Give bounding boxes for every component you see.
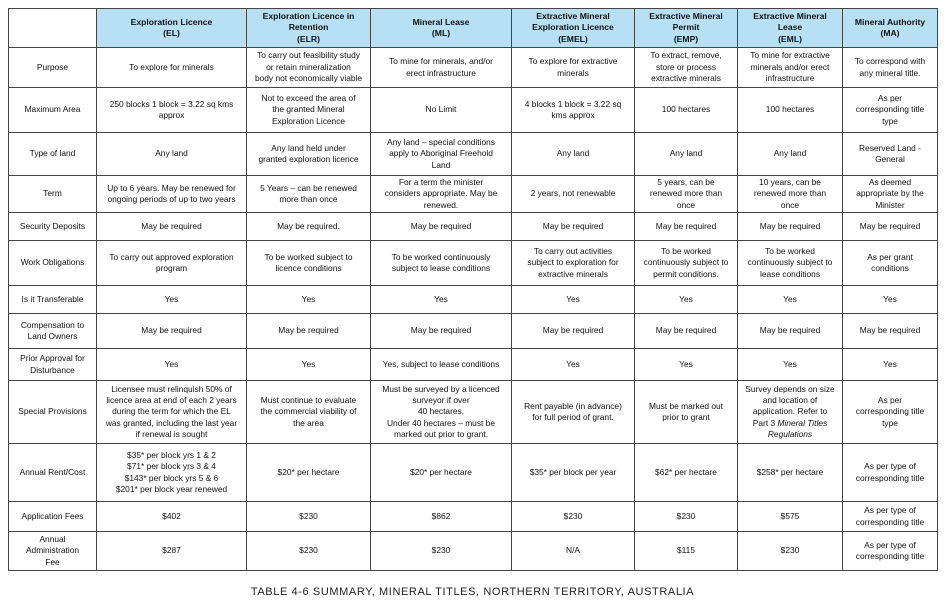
cell-term-ma: As deemed appropriate by the Minister [843, 176, 938, 213]
cell-appfee-emel: $230 [512, 502, 635, 532]
cell-work-eml: To be worked continuously subject to lease conditions [738, 241, 843, 286]
cell-work-ma: As per grant conditions [843, 241, 938, 286]
row-label-purpose: Purpose [9, 48, 97, 88]
cell-transfer-ma: Yes [843, 286, 938, 314]
row-label-transferable: Is it Transferable [9, 286, 97, 314]
row-label-special-provisions: Special Provisions [9, 381, 97, 444]
cell-purpose-ml: To mine for minerals, and/or erect infrastructure [371, 48, 512, 88]
cell-term-eml: 10 years, can be renewed more than once [738, 176, 843, 213]
cell-approval-eml: Yes [738, 349, 843, 381]
cell-rent-el: $35* per block yrs 1 & 2 $71* per block yrs 3 & 4 $143* per block yrs 5 & 6 $201* per block year renewed [97, 444, 247, 502]
cell-security-eml: May be required [738, 213, 843, 241]
cell-term-el: Up to 6 years. May be renewed for ongoing periods of up to two years [97, 176, 247, 213]
header-emel: Extractive Mineral Exploration Licence (EMEL) [512, 9, 635, 48]
cell-land-ma: Reserved Land - General [843, 133, 938, 176]
cell-area-ml: No Limit [371, 88, 512, 133]
cell-land-emel: Any land [512, 133, 635, 176]
table-row-term [9, 176, 938, 213]
cell-land-el: Any land [97, 133, 247, 176]
table-row-special-provisions [9, 381, 938, 444]
table-row-work-obligations [9, 241, 938, 286]
header-emp: Extractive Mineral Permit (EMP) [635, 9, 738, 48]
table-row-type-of-land [9, 133, 938, 176]
cell-approval-emp: Yes [635, 349, 738, 381]
cell-area-eml: 100 hectares [738, 88, 843, 133]
header-ma: Mineral Authority (MA) [843, 9, 938, 48]
cell-term-emp: 5 years, can be renewed more than once [635, 176, 738, 213]
row-label-security-deposits: Security Deposits [9, 213, 97, 241]
cell-approval-elr: Yes [247, 349, 371, 381]
cell-rent-elr: $20* per hectare [247, 444, 371, 502]
row-label-annual-rent: Annual Rent/Cost [9, 444, 97, 502]
table-row-compensation [9, 314, 938, 349]
row-label-prior-approval: Prior Approval for Disturbance [9, 349, 97, 381]
cell-area-el: 250 blocks 1 block = 3.22 sq kms approx [97, 88, 247, 133]
header-eml: Extractive Mineral Lease (EML) [738, 9, 843, 48]
row-label-work-obligations: Work Obligations [9, 241, 97, 286]
cell-security-ml: May be required [371, 213, 512, 241]
table-row-security-deposits [9, 213, 938, 241]
cell-adminfee-ml: $230 [371, 532, 512, 571]
cell-rent-ma: As per type of corresponding title [843, 444, 938, 502]
cell-special-ml: Must be surveyed by a licenced surveyor if over 40 hectares. Under 40 hectares – must be marked out prior to grant. [371, 381, 512, 444]
cell-term-emel: 2 years, not renewable [512, 176, 635, 213]
cell-rent-emp: $62* per hectare [635, 444, 738, 502]
mineral-titles-table [8, 8, 938, 571]
cell-security-emel: May be required [512, 213, 635, 241]
header-ml: Mineral Lease (ML) [371, 9, 512, 48]
cell-approval-emel: Yes [512, 349, 635, 381]
cell-security-elr: May be required. [247, 213, 371, 241]
cell-purpose-el: To explore for minerals [97, 48, 247, 88]
cell-purpose-ma: To correspond with any mineral title. [843, 48, 938, 88]
table-row-transferable [9, 286, 938, 314]
cell-area-emp: 100 hectares [635, 88, 738, 133]
cell-security-el: May be required [97, 213, 247, 241]
table-row-purpose [9, 48, 938, 88]
table-caption: TABLE 4-6 SUMMARY, MINERAL TITLES, NORTHERN TERRITORY, AUSTRALIA [250, 586, 695, 598]
cell-land-emp: Any land [635, 133, 738, 176]
cell-special-el: Licensee must relinquish 50% of licence area at end of each 2 years during the term for which the EL was granted, including the last year if renewal is sought [97, 381, 247, 444]
cell-approval-ml: Yes, subject to lease conditions [371, 349, 512, 381]
cell-adminfee-eml: $230 [738, 532, 843, 571]
table-row-annual-rent [9, 444, 938, 502]
cell-term-ml: For a term the minister considers appropriate. May be renewed. [371, 176, 512, 213]
cell-special-emel: Rent payable (in advance) for full period of grant. [512, 381, 635, 444]
cell-appfee-el: $402 [97, 502, 247, 532]
cell-comp-elr: May be required [247, 314, 371, 349]
cell-comp-emp: May be required [635, 314, 738, 349]
row-label-compensation: Compensation to Land Owners [9, 314, 97, 349]
cell-adminfee-el: $287 [97, 532, 247, 571]
cell-rent-emel: $35* per block per year [512, 444, 635, 502]
row-label-admin-fee: Annual Administration Fee [9, 532, 97, 571]
cell-approval-ma: Yes [843, 349, 938, 381]
table-row-maximum-area [9, 88, 938, 133]
cell-appfee-ml: $862 [371, 502, 512, 532]
cell-work-elr: To be worked subject to licence conditions [247, 241, 371, 286]
cell-adminfee-elr: $230 [247, 532, 371, 571]
cell-security-ma: May be required [843, 213, 938, 241]
cell-purpose-emp: To extract, remove, store or process extractive minerals [635, 48, 738, 88]
cell-comp-ml: May be required [371, 314, 512, 349]
cell-comp-ma: May be required [843, 314, 938, 349]
row-label-maximum-area: Maximum Area [9, 88, 97, 133]
cell-appfee-ma: As per type of corresponding title [843, 502, 938, 532]
cell-comp-eml: May be required [738, 314, 843, 349]
cell-work-emel: To carry out activities subject to exploration for extractive minerals [512, 241, 635, 286]
cell-purpose-eml: To mine for extractive minerals and/or erect infrastructure [738, 48, 843, 88]
cell-adminfee-emel: N/A [512, 532, 635, 571]
cell-rent-eml: $258* per hectare [738, 444, 843, 502]
row-label-application-fees: Application Fees [9, 502, 97, 532]
cell-area-elr: Not to exceed the area of the granted Mineral Exploration Licence [247, 88, 371, 133]
cell-transfer-eml: Yes [738, 286, 843, 314]
table-row-prior-approval [9, 349, 938, 381]
cell-special-ma: As per corresponding title type [843, 381, 938, 444]
cell-purpose-emel: To explore for extractive minerals [512, 48, 635, 88]
cell-appfee-elr: $230 [247, 502, 371, 532]
table-row-application-fees [9, 502, 938, 532]
cell-work-emp: To be worked continuously subject to permit conditions. [635, 241, 738, 286]
cell-work-ml: To be worked continuously subject to lease conditions [371, 241, 512, 286]
cell-special-eml: Survey depends on size and location of application. Refer to Part 3 Mineral Titles Regulations [738, 381, 843, 444]
cell-area-emel: 4 blocks 1 block = 3.22 sq kms approx [512, 88, 635, 133]
cell-security-emp: May be required [635, 213, 738, 241]
cell-land-ml: Any land – special conditions apply to Aboriginal Freehold Land [371, 133, 512, 176]
cell-approval-el: Yes [97, 349, 247, 381]
cell-transfer-el: Yes [97, 286, 247, 314]
cell-land-eml: Any land [738, 133, 843, 176]
header-el: Exploration Licence (EL) [97, 9, 247, 48]
table-row-admin-fee [9, 532, 938, 571]
cell-appfee-eml: $575 [738, 502, 843, 532]
cell-area-ma: As per corresponding title type [843, 88, 938, 133]
cell-special-elr: Must continue to evaluate the commercial viability of the area [247, 381, 371, 444]
cell-land-elr: Any land held under granted exploration licence [247, 133, 371, 176]
cell-rent-ml: $20* per hectare [371, 444, 512, 502]
cell-comp-el: May be required [97, 314, 247, 349]
cell-term-elr: 5 Years – can be renewed more than once [247, 176, 371, 213]
row-label-type-of-land: Type of land [9, 133, 97, 176]
cell-comp-emel: May be required [512, 314, 635, 349]
row-label-term: Term [9, 176, 97, 213]
cell-work-el: To carry out approved exploration program [97, 241, 247, 286]
cell-transfer-elr: Yes [247, 286, 371, 314]
cell-special-emp: Must be marked out prior to grant [635, 381, 738, 444]
header-row [9, 9, 938, 48]
cell-transfer-ml: Yes [371, 286, 512, 314]
header-elr: Exploration Licence in Retention (ELR) [247, 9, 371, 48]
cell-adminfee-ma: As per type of corresponding title [843, 532, 938, 571]
cell-appfee-emp: $230 [635, 502, 738, 532]
cell-purpose-elr: To carry out feasibility study or retain mineralization body not economically viable [247, 48, 371, 88]
header-corner-cell [9, 9, 97, 48]
cell-transfer-emel: Yes [512, 286, 635, 314]
cell-transfer-emp: Yes [635, 286, 738, 314]
cell-adminfee-emp: $115 [635, 532, 738, 571]
